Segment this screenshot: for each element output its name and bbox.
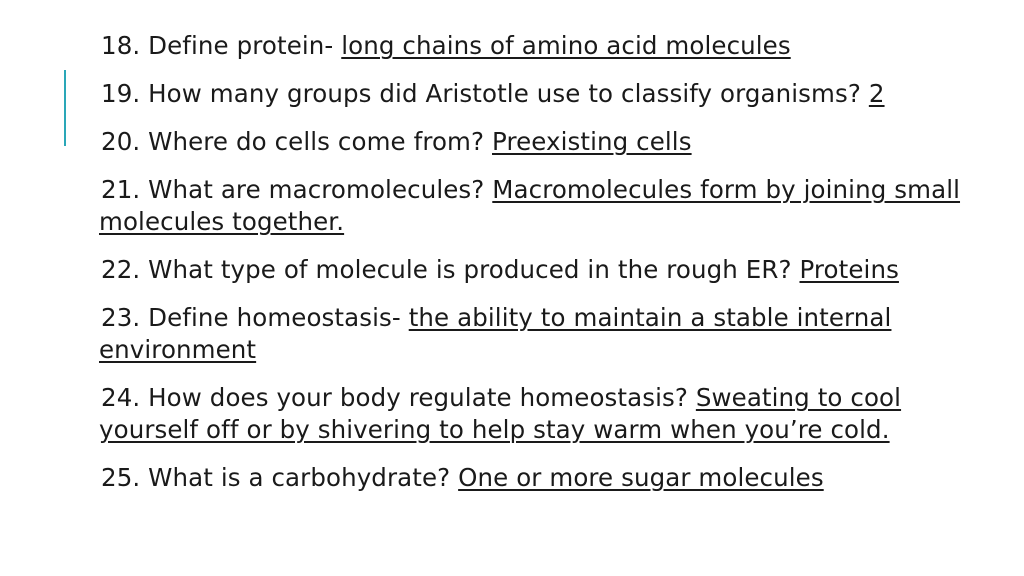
list-item-23 (99, 302, 979, 366)
answer-text: 2 (868, 79, 885, 108)
question-text: 22. What type of molecule is produced in the rough ER? (101, 255, 792, 284)
answer-text: long chains of amino acid molecules (341, 31, 791, 60)
list-item-25 (99, 462, 979, 494)
answer-text: Preexisting cells (492, 127, 692, 156)
answer-text: the ability to maintain a stable internal environment (99, 303, 892, 364)
answer-text: Macromolecules form by joining small molecules together. (99, 175, 961, 236)
list-item-22 (99, 254, 979, 286)
question-text: 19. How many groups did Aristotle use to classify organisms? (101, 79, 861, 108)
question-text: 25. What is a carbohydrate? (101, 463, 451, 492)
answer-text: Proteins (799, 255, 899, 284)
list-item-19 (99, 78, 979, 110)
answer-text: One or more sugar molecules (458, 463, 824, 492)
list-item-24 (99, 382, 979, 446)
list-item-18 (99, 30, 979, 62)
question-text: 23. Define homeostasis- (101, 303, 401, 332)
answer-text: Sweating to cool yourself off or by shivering to help stay warm when you’re cold. (99, 383, 902, 444)
question-text: 21. What are macromolecules? (101, 175, 485, 204)
accent-bar (64, 70, 66, 146)
question-text: 24. How does your body regulate homeostasis? (101, 383, 688, 412)
list-item-20 (99, 126, 979, 158)
list-item-21 (99, 174, 979, 238)
question-text: 18. Define protein- (101, 31, 334, 60)
question-list (99, 30, 979, 510)
question-text: 20. Where do cells come from? (101, 127, 485, 156)
